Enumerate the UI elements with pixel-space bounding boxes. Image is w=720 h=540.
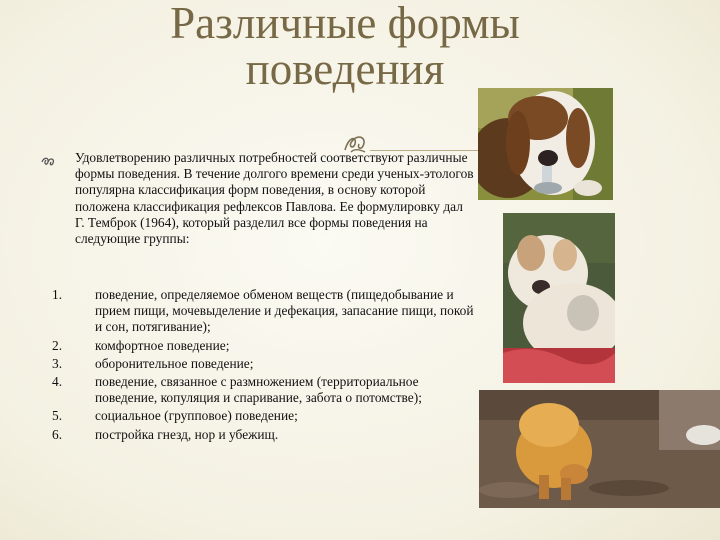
behavior-forms-list: [0, 287, 480, 445]
resting-dog-photo: [503, 213, 615, 383]
slide-title: Различные формы поведения: [170, 0, 520, 94]
list-item-number: 6.: [52, 426, 63, 442]
list-item: [0, 356, 480, 372]
list-item: [0, 427, 480, 443]
list-item: [0, 287, 480, 336]
list-item-number: 1.: [52, 287, 63, 302]
basset-hound-photo: [478, 88, 613, 200]
list-item: [0, 374, 480, 406]
list-item-text: поведение, связанное с размножением (территориальное поведение, копуляция и спаривание, забота о потомстве);: [95, 374, 422, 406]
list-item: [0, 338, 480, 354]
list-item: [0, 408, 480, 424]
digging-dog-photo: [479, 390, 720, 508]
list-item-text: социальное (групповое) поведение;: [95, 408, 298, 424]
list-item-text: поведение, определяемое обменом веществ (пищедобывание и прием пищи, мочевыделение и дефекация, запасание пищи, покой и сон, потягивание);: [95, 287, 474, 335]
list-item-number: 3.: [52, 355, 63, 371]
ornamental-bullet-icon: [40, 155, 56, 169]
list-item-text: оборонительное поведение;: [95, 355, 254, 371]
list-item-number: 2.: [52, 337, 63, 353]
list-item-number: 4.: [52, 374, 63, 390]
list-item-number: 5.: [52, 408, 63, 424]
list-item-text: постройка гнезд, нор и убежищ.: [95, 426, 279, 442]
list-item-text: комфортное поведение;: [95, 337, 230, 353]
intro-paragraph: Удовлетворению различных потребностей соответствуют различные формы поведения. В течение долгого времени среди ученых-этологов популярна классификация форм поведения, в основу которой положена классификация рефлексов Павлова. Ее формулировку дал Г. Темброк (1964), который разделил все формы поведения на следующие группы:: [75, 150, 474, 247]
